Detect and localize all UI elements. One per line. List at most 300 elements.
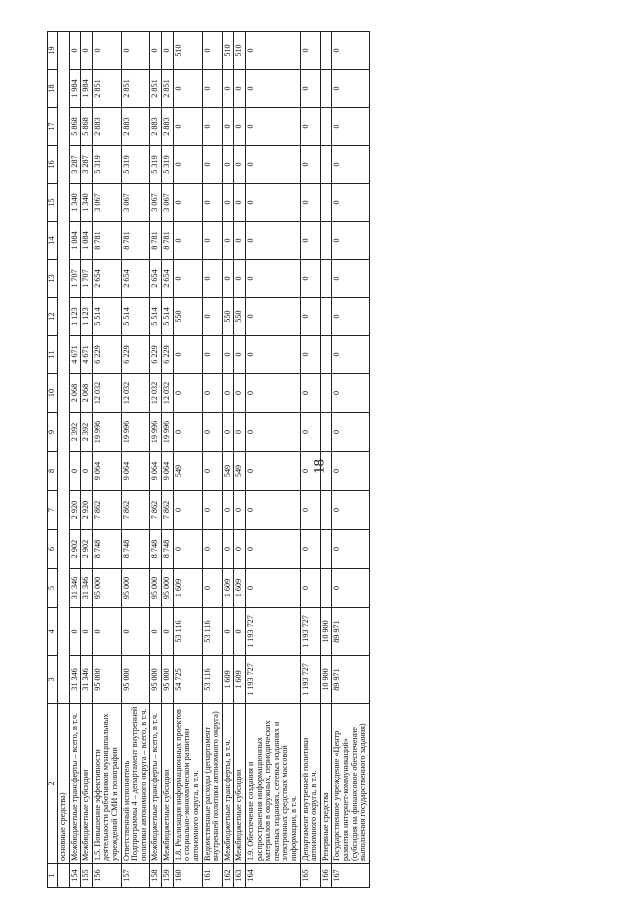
value-cell bbox=[332, 452, 369, 491]
value-cell bbox=[320, 108, 332, 146]
value-cell bbox=[320, 656, 332, 704]
value-cell bbox=[69, 222, 81, 260]
value-cell bbox=[222, 108, 234, 146]
value-text: 0 bbox=[173, 390, 183, 396]
value-text: 0 bbox=[332, 276, 342, 281]
value-text: 2 654 bbox=[92, 269, 102, 288]
value-cell bbox=[69, 530, 81, 569]
value-text: 31 346 bbox=[69, 668, 79, 691]
value-cell bbox=[92, 374, 121, 413]
value-text: 0 bbox=[202, 124, 212, 129]
value-cell bbox=[173, 336, 202, 374]
value-cell bbox=[245, 336, 300, 374]
value-text: 0 bbox=[332, 162, 342, 167]
value-text: 0 bbox=[222, 200, 232, 205]
value-text: 19 996 bbox=[162, 420, 172, 444]
value-cell bbox=[173, 222, 202, 260]
value-text: 9 064 bbox=[121, 461, 131, 481]
value-text: 0 bbox=[234, 429, 244, 435]
value-cell bbox=[245, 260, 300, 298]
value-cell bbox=[202, 608, 222, 656]
row-name-cell: Межбюджетные трансферты – всего, в т.ч. bbox=[150, 704, 162, 864]
value-text: 3 067 bbox=[162, 193, 172, 212]
value-cell bbox=[121, 413, 150, 452]
column-number-3: 3 bbox=[48, 656, 58, 704]
value-text: 9 064 bbox=[150, 461, 160, 481]
value-cell bbox=[234, 413, 246, 452]
value-cell bbox=[69, 608, 81, 656]
value-cell bbox=[245, 569, 300, 608]
value-cell bbox=[332, 146, 369, 184]
column-number-2: 2 bbox=[48, 704, 58, 864]
value-cell bbox=[320, 452, 332, 491]
value-text: 31 346 bbox=[81, 668, 91, 691]
value-cell bbox=[162, 298, 174, 336]
value-cell bbox=[332, 569, 369, 608]
value-text: 2 883 bbox=[162, 117, 172, 136]
value-text: 550 bbox=[234, 310, 244, 323]
value-text: 1 707 bbox=[81, 269, 91, 288]
value-cell bbox=[81, 608, 93, 656]
value-cell bbox=[150, 184, 162, 222]
value-text: 1 123 bbox=[69, 307, 79, 326]
row-number-cell: 156 bbox=[92, 864, 121, 888]
value-cell bbox=[202, 260, 222, 298]
value-cell bbox=[234, 452, 246, 491]
value-text: 0 bbox=[150, 629, 160, 634]
value-text: 2 920 bbox=[69, 500, 79, 520]
column-number-5: 5 bbox=[48, 569, 58, 608]
value-cell bbox=[245, 108, 300, 146]
value-text: 550 bbox=[173, 310, 183, 323]
value-cell bbox=[173, 184, 202, 222]
value-text: 0 bbox=[222, 162, 232, 167]
value-text: 0 bbox=[245, 352, 255, 357]
value-text: 1 609 bbox=[234, 670, 244, 689]
value-text: 8 748 bbox=[162, 539, 172, 559]
value-text: 0 bbox=[300, 390, 310, 396]
value-cell bbox=[69, 452, 81, 491]
value-cell bbox=[173, 452, 202, 491]
value-text: 5 319 bbox=[150, 155, 160, 174]
value-text: 89 971 bbox=[332, 668, 342, 691]
value-cell bbox=[162, 184, 174, 222]
value-text: 0 bbox=[202, 468, 212, 474]
value-text: 53 116 bbox=[173, 620, 183, 643]
value-text: 12 032 bbox=[121, 381, 131, 405]
value-cell bbox=[320, 298, 332, 336]
table-row bbox=[162, 32, 174, 888]
column-number-12: 12 bbox=[48, 298, 58, 336]
value-text: 0 bbox=[69, 629, 79, 634]
value-text: 0 bbox=[245, 314, 255, 319]
value-cell bbox=[222, 260, 234, 298]
value-text: 5 514 bbox=[162, 307, 172, 326]
value-text: 0 bbox=[222, 276, 232, 281]
value-cell bbox=[121, 146, 150, 184]
value-cell bbox=[162, 413, 174, 452]
value-text: 0 bbox=[300, 48, 310, 53]
row-number-cell: 166 bbox=[320, 864, 332, 888]
value-text: 0 bbox=[300, 124, 310, 129]
value-cell bbox=[300, 108, 320, 146]
value-text: 95 000 bbox=[162, 576, 172, 600]
value-text: 549 bbox=[234, 464, 244, 478]
value-text: 7 862 bbox=[150, 500, 160, 520]
row-number-cell: 164 bbox=[245, 864, 300, 888]
value-cell bbox=[81, 146, 93, 184]
value-text: 0 bbox=[202, 200, 212, 205]
value-text: 19 996 bbox=[150, 420, 160, 444]
value-cell bbox=[222, 530, 234, 569]
value-cell bbox=[92, 569, 121, 608]
value-cell bbox=[245, 222, 300, 260]
value-cell bbox=[300, 569, 320, 608]
value-cell bbox=[92, 656, 121, 704]
value-text: 2 851 bbox=[92, 79, 102, 98]
value-text: 0 bbox=[81, 629, 91, 634]
value-text: 0 bbox=[300, 238, 310, 243]
value-text: 0 bbox=[202, 390, 212, 396]
value-text: 0 bbox=[202, 352, 212, 357]
value-text: 3 287 bbox=[81, 155, 91, 174]
value-text: 7 862 bbox=[92, 500, 102, 520]
value-text: 8 748 bbox=[150, 539, 160, 559]
value-text: 5 514 bbox=[150, 307, 160, 326]
column-number-row bbox=[48, 32, 58, 888]
value-text: 0 bbox=[234, 390, 244, 396]
value-text: 7 862 bbox=[121, 500, 131, 520]
value-cell bbox=[300, 336, 320, 374]
value-text: 0 bbox=[245, 390, 255, 396]
value-text: 0 bbox=[300, 546, 310, 552]
value-cell bbox=[332, 336, 369, 374]
value-text: 2 920 bbox=[81, 500, 91, 520]
value-text: 549 bbox=[222, 464, 232, 478]
value-text: 0 bbox=[162, 48, 172, 53]
column-number-18: 18 bbox=[48, 70, 58, 108]
value-cell bbox=[245, 530, 300, 569]
value-text: 2 654 bbox=[162, 269, 172, 288]
value-text: 1 193 727 bbox=[245, 663, 255, 696]
value-cell bbox=[202, 413, 222, 452]
value-cell bbox=[173, 108, 202, 146]
table-row bbox=[173, 32, 202, 888]
value-cell bbox=[69, 32, 81, 70]
value-text: 1 609 bbox=[222, 578, 232, 598]
value-cell bbox=[332, 108, 369, 146]
value-cell bbox=[81, 108, 93, 146]
value-text: 5 514 bbox=[92, 307, 102, 326]
value-cell bbox=[245, 184, 300, 222]
value-text: 5 319 bbox=[92, 155, 102, 174]
value-cell bbox=[173, 569, 202, 608]
value-cell bbox=[173, 608, 202, 656]
value-text: 12 032 bbox=[150, 381, 160, 405]
page-number: 18 bbox=[311, 459, 328, 474]
column-number-16: 16 bbox=[48, 146, 58, 184]
value-cell bbox=[300, 222, 320, 260]
value-cell bbox=[81, 569, 93, 608]
value-cell bbox=[300, 70, 320, 108]
value-cell bbox=[173, 530, 202, 569]
value-cell bbox=[320, 569, 332, 608]
value-cell bbox=[222, 184, 234, 222]
value-cell bbox=[162, 374, 174, 413]
value-text: 2 068 bbox=[81, 383, 91, 403]
value-cell bbox=[69, 656, 81, 704]
value-cell bbox=[92, 70, 121, 108]
value-text: 0 bbox=[222, 124, 232, 129]
value-cell bbox=[300, 184, 320, 222]
value-cell bbox=[234, 260, 246, 298]
value-text: 0 bbox=[202, 86, 212, 91]
value-text: 0 bbox=[332, 507, 342, 513]
value-cell bbox=[234, 70, 246, 108]
value-text: 0 bbox=[332, 585, 342, 591]
value-text: 0 bbox=[222, 629, 232, 634]
value-cell bbox=[300, 608, 320, 656]
value-cell bbox=[92, 530, 121, 569]
value-cell bbox=[202, 656, 222, 704]
row-name-cell: 1.9. Обеспечение создания и распространения информационных материалов в окружных, периодических печатных изданиях, сетевых изданиях и электронных средствах массовой информации, в т.ч. bbox=[245, 704, 300, 864]
value-text: 12 032 bbox=[92, 381, 102, 405]
value-text: 0 bbox=[245, 200, 255, 205]
row-name-cell: Межбюджетные трансферты – всего, в т.ч. bbox=[69, 704, 81, 864]
value-text: 0 bbox=[245, 86, 255, 91]
value-text: 6 229 bbox=[121, 345, 131, 364]
value-text: 8 748 bbox=[92, 539, 102, 559]
value-text: 1 340 bbox=[81, 193, 91, 212]
value-text: 53 116 bbox=[202, 668, 212, 691]
value-text: 0 bbox=[92, 48, 102, 53]
value-text: 9 064 bbox=[162, 461, 172, 481]
value-text: 0 bbox=[300, 352, 310, 357]
value-cell bbox=[69, 108, 81, 146]
value-text: 0 bbox=[245, 276, 255, 281]
value-cell bbox=[300, 146, 320, 184]
value-text: 5 868 bbox=[69, 117, 79, 136]
value-text: 0 bbox=[173, 507, 183, 513]
row-number-cell bbox=[58, 864, 70, 888]
value-text: 0 bbox=[300, 276, 310, 281]
value-cell bbox=[234, 608, 246, 656]
value-text: 0 bbox=[234, 507, 244, 513]
row-number-cell: 163 bbox=[234, 864, 246, 888]
row-number-cell: 165 bbox=[300, 864, 320, 888]
value-text: 3 067 bbox=[121, 193, 131, 212]
value-text: 0 bbox=[234, 276, 244, 281]
value-cell bbox=[320, 608, 332, 656]
value-cell bbox=[162, 146, 174, 184]
value-text: 1 084 bbox=[81, 231, 91, 250]
value-cell bbox=[222, 374, 234, 413]
value-cell bbox=[245, 608, 300, 656]
value-text: 5 868 bbox=[81, 117, 91, 136]
value-text: 0 bbox=[245, 468, 255, 474]
value-cell bbox=[150, 108, 162, 146]
value-text: 0 bbox=[173, 86, 183, 91]
value-cell bbox=[173, 260, 202, 298]
value-text: 0 bbox=[222, 507, 232, 513]
value-cell bbox=[81, 452, 93, 491]
value-cell bbox=[150, 374, 162, 413]
value-text: 0 bbox=[81, 48, 91, 53]
value-cell bbox=[332, 608, 369, 656]
value-text: 0 bbox=[202, 314, 212, 319]
value-text: 0 bbox=[69, 468, 79, 474]
value-text: 95 000 bbox=[121, 668, 131, 691]
value-text: 0 bbox=[173, 352, 183, 357]
value-text: 0 bbox=[202, 585, 212, 591]
value-cell bbox=[92, 608, 121, 656]
value-cell bbox=[92, 222, 121, 260]
value-cell bbox=[222, 413, 234, 452]
value-cell bbox=[92, 108, 121, 146]
value-cell bbox=[332, 260, 369, 298]
value-text: 0 bbox=[332, 48, 342, 53]
value-text: 54 725 bbox=[173, 668, 183, 691]
value-cell bbox=[202, 452, 222, 491]
value-text: 0 bbox=[234, 86, 244, 91]
value-text: 2 883 bbox=[121, 117, 131, 136]
value-text: 0 bbox=[245, 429, 255, 435]
value-cell bbox=[81, 32, 93, 70]
value-text: 0 bbox=[173, 200, 183, 205]
value-text: 2 851 bbox=[162, 79, 172, 98]
value-text: 95 000 bbox=[150, 668, 160, 691]
value-text: 95 000 bbox=[150, 576, 160, 600]
value-text: 8 781 bbox=[162, 231, 172, 250]
value-cell bbox=[173, 70, 202, 108]
value-text: 5 319 bbox=[121, 155, 131, 174]
value-text: 3 067 bbox=[150, 193, 160, 212]
value-text: 0 bbox=[81, 468, 91, 474]
value-text: 1 193 727 bbox=[300, 615, 310, 648]
value-text: 0 bbox=[300, 429, 310, 435]
value-cell bbox=[150, 413, 162, 452]
value-cell bbox=[92, 491, 121, 530]
value-text: 95 000 bbox=[92, 668, 102, 691]
column-number-15: 15 bbox=[48, 184, 58, 222]
value-text: 1 340 bbox=[69, 193, 79, 212]
value-text: 2 654 bbox=[121, 269, 131, 288]
value-cell bbox=[81, 374, 93, 413]
value-cell bbox=[222, 491, 234, 530]
value-text: 1 984 bbox=[69, 79, 79, 98]
value-cell bbox=[121, 222, 150, 260]
value-text: 8 781 bbox=[121, 231, 131, 250]
value-text: 0 bbox=[121, 629, 131, 634]
value-text: 7 862 bbox=[162, 500, 172, 520]
value-cell bbox=[300, 530, 320, 569]
value-cell bbox=[202, 569, 222, 608]
value-cell bbox=[150, 70, 162, 108]
value-text: 1 609 bbox=[173, 578, 183, 598]
value-cell bbox=[234, 374, 246, 413]
value-cell bbox=[69, 374, 81, 413]
row-number-cell: 158 bbox=[150, 864, 162, 888]
column-number-13: 13 bbox=[48, 260, 58, 298]
value-cell bbox=[81, 184, 93, 222]
value-cell bbox=[162, 569, 174, 608]
value-text: 0 bbox=[173, 276, 183, 281]
value-cell bbox=[121, 260, 150, 298]
column-number-1: 1 bbox=[48, 864, 58, 888]
value-cell bbox=[222, 336, 234, 374]
value-text: 31 346 bbox=[69, 576, 79, 600]
value-cell bbox=[222, 569, 234, 608]
value-cell bbox=[121, 656, 150, 704]
value-cell bbox=[202, 336, 222, 374]
value-text: 0 bbox=[202, 238, 212, 243]
value-text: 0 bbox=[245, 124, 255, 129]
value-cell bbox=[222, 656, 234, 704]
value-text: 0 bbox=[234, 238, 244, 243]
value-text: 0 bbox=[332, 200, 342, 205]
value-cell bbox=[121, 108, 150, 146]
table-row bbox=[332, 32, 369, 888]
row-name-cell: Резервные средства bbox=[320, 704, 332, 864]
value-cell bbox=[320, 336, 332, 374]
value-text: 510 bbox=[234, 44, 244, 57]
value-text: 0 bbox=[222, 546, 232, 552]
value-cell bbox=[320, 222, 332, 260]
value-cell bbox=[234, 32, 246, 70]
value-text: 0 bbox=[332, 390, 342, 396]
table-row bbox=[121, 32, 150, 888]
value-text: 2 883 bbox=[92, 117, 102, 136]
table-row bbox=[222, 32, 234, 888]
value-cell bbox=[121, 608, 150, 656]
value-cell bbox=[300, 260, 320, 298]
table-row bbox=[92, 32, 121, 888]
value-text: 5 514 bbox=[121, 307, 131, 326]
value-text: 0 bbox=[222, 352, 232, 357]
value-text: 0 bbox=[300, 585, 310, 591]
value-text: 0 bbox=[150, 48, 160, 53]
value-cell bbox=[162, 222, 174, 260]
value-cell bbox=[300, 32, 320, 70]
value-cell bbox=[320, 260, 332, 298]
value-cell bbox=[121, 184, 150, 222]
value-cell bbox=[234, 146, 246, 184]
value-text: 0 bbox=[173, 124, 183, 129]
value-cell bbox=[162, 336, 174, 374]
value-cell bbox=[150, 491, 162, 530]
value-text: 1 609 bbox=[222, 670, 232, 689]
value-cell bbox=[245, 146, 300, 184]
value-cell bbox=[320, 146, 332, 184]
row-number-cell: 154 bbox=[69, 864, 81, 888]
value-text: 3 067 bbox=[92, 193, 102, 212]
value-text: 510 bbox=[173, 44, 183, 57]
value-cell bbox=[92, 336, 121, 374]
value-text: 0 bbox=[202, 546, 212, 552]
value-cell bbox=[234, 569, 246, 608]
value-text: 12 032 bbox=[162, 381, 172, 405]
value-text: 1 984 bbox=[81, 79, 91, 98]
value-cell bbox=[332, 70, 369, 108]
table-row bbox=[81, 32, 93, 888]
value-text: 0 bbox=[173, 162, 183, 167]
value-cell bbox=[332, 374, 369, 413]
value-cell bbox=[320, 491, 332, 530]
value-text: 0 bbox=[222, 238, 232, 243]
value-text: 0 bbox=[332, 314, 342, 319]
value-cell bbox=[92, 298, 121, 336]
value-cell bbox=[92, 32, 121, 70]
